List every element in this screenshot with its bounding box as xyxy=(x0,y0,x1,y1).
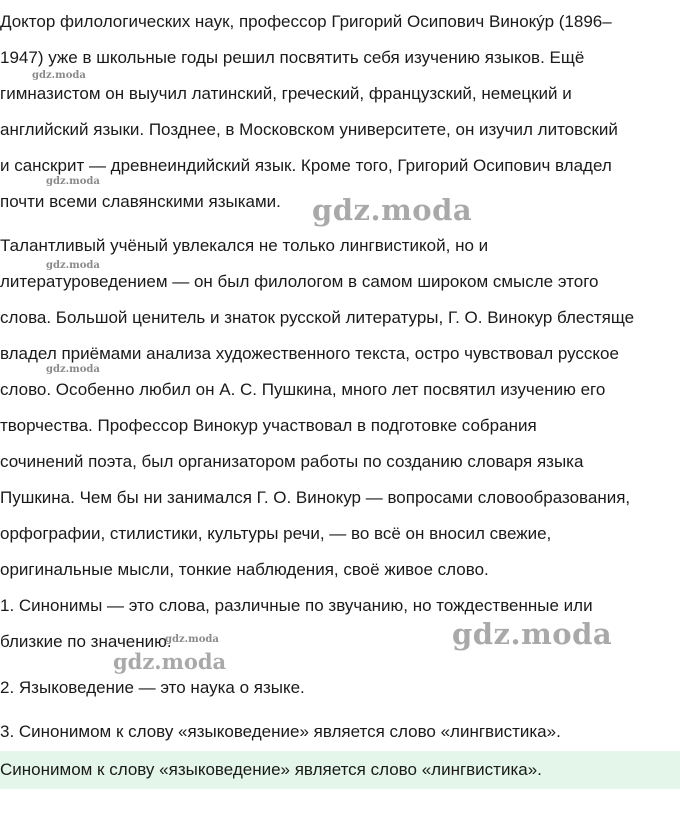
watermark-logo: gdz.moda xyxy=(46,176,100,187)
text-line: слово. Особенно любил он А. С. Пушкина, много лет посвятил изучению его xyxy=(0,380,606,399)
watermark-logo: gdz.moda xyxy=(113,649,227,674)
text-line: 1. Синонимы — это слова, различные по звучанию, но тождественные или xyxy=(0,596,593,615)
paragraph-career xyxy=(0,228,676,588)
text-line: оригинальные мысли, тонкие наблюдения, своё живое слово. xyxy=(0,560,489,579)
text-line: почти всеми славянскими языками. xyxy=(0,192,281,211)
paragraph-biography xyxy=(0,4,676,220)
text-line: сочинений поэта, был организатором работы по созданию словаря языка xyxy=(0,452,584,471)
highlighted-answer-text: Синонимом к слову «языковедение» является слово «лингвистика». xyxy=(0,760,542,779)
text-line: 1947) уже в школьные годы решил посвятить себя изучению языков. Ещё xyxy=(0,48,585,67)
text-line: близкие по значению. xyxy=(0,632,172,651)
text-line: слова. Большой ценитель и знаток русской литературы, Г. О. Винокур блестяще xyxy=(0,308,635,327)
text-line: владел приёмами анализа художественного текста, остро чувствовал русское xyxy=(0,344,619,363)
text-line: и санскрит — древнеиндийский язык. Кроме того, Григорий Осипович владел xyxy=(0,156,612,175)
text-line: 3. Синонимом к слову «языковедение» является слово «лингвистика». xyxy=(0,722,561,741)
watermark-logo: gdz.moda xyxy=(32,70,86,81)
watermark-logo: gdz.moda xyxy=(46,260,100,271)
watermark-logo: gdz.moda xyxy=(165,634,219,645)
text-line: Доктор филологических наук, профессор Григорий Осипович Винокýр (1896– xyxy=(0,12,612,31)
text-line: английский языки. Позднее, в Московском университете, он изучил литовский xyxy=(0,120,618,139)
watermark-logo: gdz.moda xyxy=(312,193,473,227)
text-line: литературоведением — он был филологом в самом широком смысле этого xyxy=(0,272,599,291)
text-line: творчества. Профессор Винокур участвовал в подготовке собрания xyxy=(0,416,537,435)
watermark-logo: gdz.moda xyxy=(46,364,100,375)
text-line: орфографии, стилистики, культуры речи, — во всё он вносил свежие, xyxy=(0,524,552,543)
answer-2 xyxy=(0,670,676,706)
answer-3 xyxy=(0,714,676,750)
highlighted-answer-box xyxy=(0,751,680,789)
text-line: Талантливый учёный увлекался не только лингвистикой, но и xyxy=(0,236,489,255)
watermark-logo: gdz.moda xyxy=(452,617,613,651)
text-line: 2. Языковедение — это наука о языке. xyxy=(0,678,305,697)
text-line: гимназистом он выучил латинский, греческий, французский, немецкий и xyxy=(0,84,572,103)
text-line: Пушкина. Чем бы ни занимался Г. О. Винокур — вопросами словообразования, xyxy=(0,488,631,507)
